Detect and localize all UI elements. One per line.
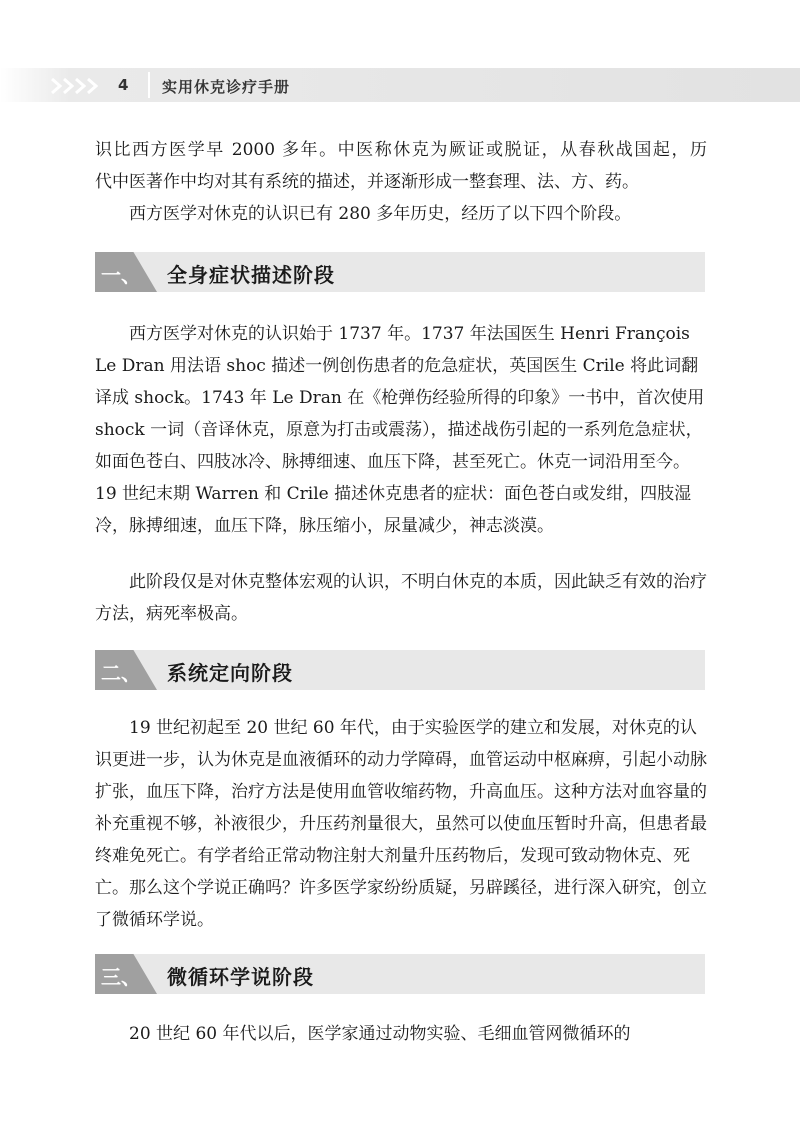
section-heading-2 xyxy=(95,650,705,690)
section-2-paragraph-1: 19 世纪初起至 20 世纪 60 年代，由于实验医学的建立和发展，对休克的认识更进一步，认为休克是血液循环的动力学障碍，血管运动中枢麻痹，引起小动脉扩张，血压下降，治疗方法是使用血管收缩药物，升高血压。这种方法对血容量的补充重视不够，补液很少，升压药剂量很大，虽然可以使血压暂时升高，但患者最终难免死亡。有学者给正常动物注射大剂量升压药物后，发现可致动物休克、死亡。那么这个学说正确吗？许多医学家纷纷质疑，另辟蹊径，进行深入研究，创立了微循环学说。 xyxy=(95,718,707,930)
section-3-paragraph-1: 20 世纪 60 年代以后，医学家通过动物实验、毛细血管网微循环的 xyxy=(129,1024,631,1044)
section-heading-1 xyxy=(95,252,705,292)
section-title: 微循环学说阶段 xyxy=(167,965,314,989)
page-number: 4 xyxy=(118,76,129,94)
section-number: 一、 xyxy=(101,263,141,287)
section-title: 系统定向阶段 xyxy=(167,661,293,685)
section-number: 二、 xyxy=(101,661,141,685)
section-1-paragraph-2: 此阶段仅是对休克整体宏观的认识，不明白休克的本质，因此缺乏有效的治疗方法，病死率极高。 xyxy=(95,572,707,624)
section-1-paragraph-1: 西方医学对休克的认识始于 1737 年。1737 年法国医生 Henri François Le Dran 用法语 shoc 描述一例创伤患者的危急症状，英国医生 Crile 将此词翻译成 shock。1743 年 Le Dran 在《枪弹伤经验所得的印象》一书中，首次使用 shock 一词（音译休克，原意为打击或震荡），描述战伤引起的一系列危急症状，如面色苍白、四肢冰冷、脉搏细速、血压下降，甚至死亡。休克一词沿用至今。19 世纪末期 Warren 和 Crile 描述休克患者的症状：面色苍白或发绀，四肢湿冷，脉搏细速，血压下降，脉压缩小，尿量减少，神志淡漠。 xyxy=(95,324,705,536)
section-heading-3 xyxy=(95,954,705,994)
header-divider xyxy=(148,72,150,98)
intro-line-2: 代中医著作中均对其有系统的描述，并逐渐形成一整套理、法、方、药。 xyxy=(95,172,639,192)
section-number: 三、 xyxy=(101,965,141,989)
intro-paragraph-2: 西方医学对休克的认识已有 280 多年历史，经历了以下四个阶段。 xyxy=(129,204,632,224)
intro-line-1: 识比西方医学早 2000 多年。中医称休克为厥证或脱证，从春秋战国起，历 xyxy=(95,140,707,160)
book-title: 实用休克诊疗手册 xyxy=(162,78,291,96)
section-title: 全身症状描述阶段 xyxy=(167,263,335,287)
chevron-decoration-icon xyxy=(50,78,108,94)
